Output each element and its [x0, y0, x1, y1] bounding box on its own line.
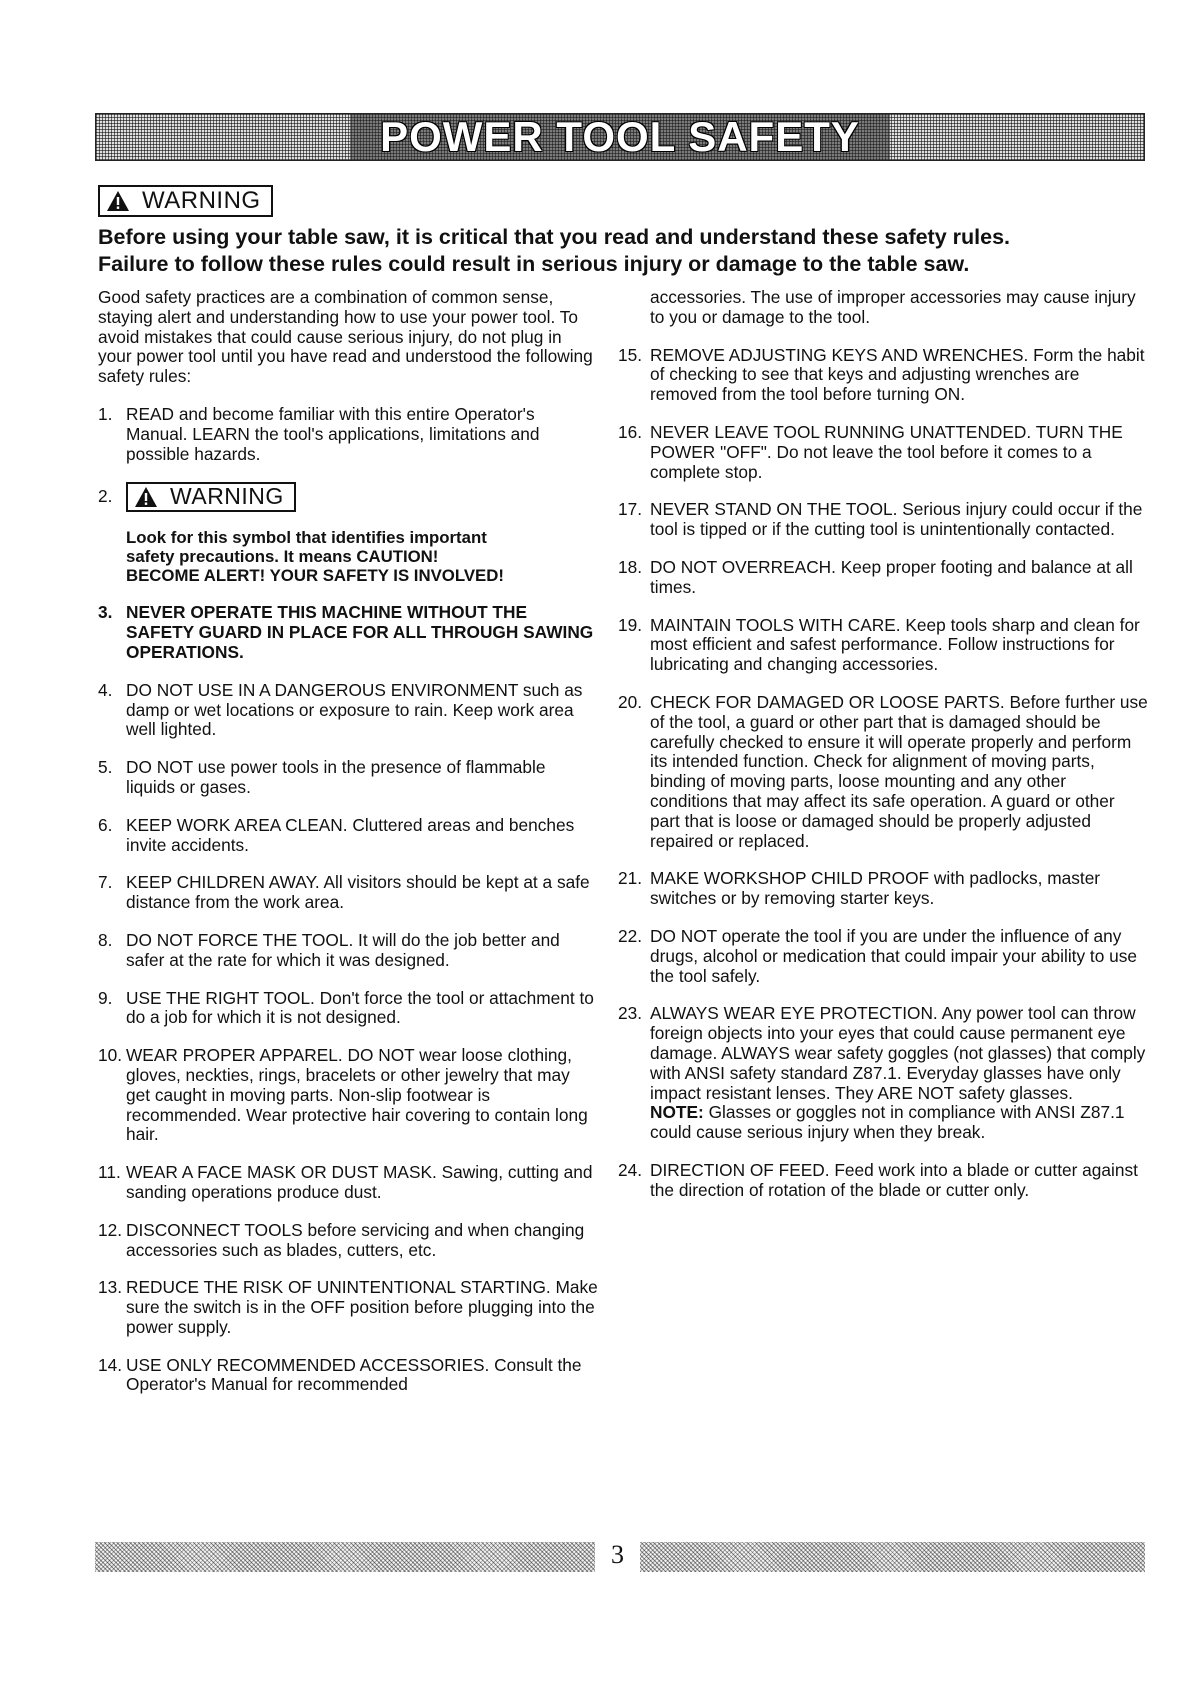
- rule-item: [98, 989, 598, 1029]
- note-label: NOTE:: [650, 1102, 704, 1123]
- rule-number: 17.: [618, 499, 643, 520]
- title-banner: [95, 113, 1145, 161]
- rule-text: WEAR PROPER APPAREL. DO NOT wear loose clothing, gloves, neckties, rings, bracelets or other jewelry that may get caught in moving parts. Non-slip footwear is recommended. Wear protective hair covering to contain long hair.: [126, 1045, 588, 1145]
- rule-text: KEEP CHILDREN AWAY. All visitors should be kept at a safe distance from the work area.: [126, 872, 590, 913]
- rule-number: 6.: [98, 814, 113, 835]
- rule-number: 3.: [98, 602, 113, 623]
- rule-text: DO NOT OVERREACH. Keep proper footing and balance at all times.: [650, 556, 1133, 597]
- rule-text: DO NOT FORCE THE TOOL. It will do the job better and safer at the rate for which it was designed.: [126, 929, 560, 970]
- rule-item: [98, 1046, 598, 1145]
- headline-line-1: Before using your table saw, it is critical that you read and understand these safety rules.: [98, 225, 1011, 249]
- rule-text: NEVER OPERATE THIS MACHINE WITHOUT THE SAFETY GUARD IN PLACE FOR ALL THROUGH SAWING OPERATIONS.: [126, 602, 594, 662]
- rule-item: [618, 558, 1148, 598]
- rule-number: 18.: [618, 556, 643, 577]
- right-column: [618, 288, 1148, 1218]
- rule-item: [618, 500, 1148, 540]
- rule-number: 11.: [98, 1162, 121, 1183]
- rule-number: 20.: [618, 691, 643, 712]
- rule-number: 16.: [618, 421, 643, 442]
- rule-item: [618, 693, 1148, 851]
- rule-text: USE ONLY RECOMMENDED ACCESSORIES. Consult the Operator's Manual for recommended: [126, 1354, 582, 1395]
- rule-text: KEEP WORK AREA CLEAN. Cluttered areas and benches invite accidents.: [126, 814, 575, 855]
- rule-item: [618, 1161, 1148, 1201]
- warning-label-text: WARNING: [170, 483, 284, 510]
- rules-left-list: [98, 603, 598, 1395]
- rule-number: 1.: [98, 403, 113, 424]
- rule-text: DO NOT use power tools in the presence of flammable liquids or gases.: [126, 757, 546, 797]
- rule-text: USE THE RIGHT TOOL. Don't force the tool or attachment to do a job for which it is not designed.: [126, 987, 594, 1028]
- rule-item: [618, 346, 1148, 405]
- page-title: POWER TOOL SAFETY: [350, 113, 890, 161]
- rule-14-continued: accessories. The use of improper accessories may cause injury to you or damage to the tool.: [650, 287, 1136, 327]
- rule-number: 5.: [98, 757, 113, 778]
- rule-item: [618, 869, 1148, 909]
- rule-item: [98, 1163, 598, 1203]
- rule-number: 7.: [98, 872, 113, 893]
- rule-number: 21.: [618, 868, 643, 889]
- rule-number: 24.: [618, 1159, 643, 1180]
- rule-text: MAINTAIN TOOLS WITH CARE. Keep tools sharp and clean for most efficient and safest performance. Follow instructions for lubricating and changing accessories.: [650, 614, 1140, 675]
- rule-item: [98, 405, 598, 464]
- rule-item: [98, 931, 598, 971]
- rule-item: [98, 681, 598, 740]
- rule-number: 2.: [98, 486, 113, 507]
- rule-number: 13.: [98, 1277, 123, 1298]
- rule-number: 10.: [98, 1045, 123, 1066]
- rule-text: DO NOT USE IN A DANGEROUS ENVIRONMENT such as damp or wet locations or exposure to rain. Keep work area well lighted.: [126, 679, 583, 740]
- footer-pattern-right: [640, 1542, 1145, 1572]
- rule-item: [98, 816, 598, 856]
- rule-text: REMOVE ADJUSTING KEYS AND WRENCHES. Form the habit of checking to see that keys and adjusting wrenches are removed from the tool before turning ON.: [650, 344, 1145, 405]
- page-number: 3: [611, 1540, 624, 1569]
- rule-number: 22.: [618, 925, 643, 946]
- rule-text: NEVER LEAVE TOOL RUNNING UNATTENDED. TURN THE POWER "OFF". Do not leave the tool before it comes to a complete stop.: [650, 421, 1123, 482]
- note-text: Glasses or goggles not in compliance with ANSI Z87.1 could cause serious injury when they break.: [650, 1102, 1125, 1143]
- warning-triangle-icon: [134, 486, 158, 508]
- rule-item: [98, 758, 598, 798]
- warning-label-text: WARNING: [142, 187, 261, 214]
- rule-item: [618, 927, 1148, 986]
- rule-text: REDUCE THE RISK OF UNINTENTIONAL STARTING. Make sure the switch is in the OFF position before plugging into the power supply.: [126, 1277, 598, 1337]
- rule-text: NEVER STAND ON THE TOOL. Serious injury could occur if the tool is tipped or if the cutting tool is unintentionally contacted.: [650, 499, 1143, 540]
- rule-item: [98, 1221, 598, 1261]
- headline: [98, 224, 1158, 278]
- rule-text: MAKE WORKSHOP CHILD PROOF with padlocks, master switches or by removing starter keys.: [650, 868, 1101, 909]
- rule-23-body: [650, 1004, 1148, 1143]
- symbol-note-line-2: safety precautions. It means CAUTION!: [126, 547, 439, 567]
- rule-item: [98, 873, 598, 913]
- symbol-note-line-1: Look for this symbol that identifies important: [126, 528, 487, 548]
- rule-item: [98, 1278, 598, 1337]
- footer-pattern-left: [95, 1542, 595, 1572]
- warning-label: [98, 185, 273, 217]
- rule-number: 9.: [98, 987, 113, 1008]
- warning-triangle-icon: [106, 190, 130, 212]
- rule-item: [618, 616, 1148, 675]
- rule-item: [618, 1004, 1148, 1143]
- rule-text: DIRECTION OF FEED. Feed work into a blade or cutter against the direction of rotation of the blade or cutter only.: [650, 1159, 1138, 1200]
- rule-text: ALWAYS WEAR EYE PROTECTION. Any power tool can throw foreign objects into your eyes that could cause permanent eye damage. ALWAYS wear safety goggles (not glasses) that comply with ANSI safety standard Z87.1. Everyday glasses have only impact resistant lenses. They ARE NOT safety glasses.: [650, 1003, 1146, 1103]
- symbol-note-line-3: BECOME ALERT! YOUR SAFETY IS INVOLVED!: [126, 566, 504, 586]
- warning-label-inline: [126, 482, 296, 512]
- rule-number: 14.: [98, 1354, 123, 1375]
- symbol-note: [126, 528, 598, 585]
- rule-2-warning-row: [98, 482, 598, 512]
- rule-number: 12.: [98, 1219, 123, 1240]
- rule-number: 23.: [618, 1003, 643, 1024]
- headline-line-2: Failure to follow these rules could result in serious injury or damage to the table saw.: [98, 252, 970, 276]
- intro-paragraph: Good safety practices are a combination of common sense, staying alert and understanding how to use your power tool. To avoid mistakes that could cause serious injury, do not plug in your power tool until you have read and understood the following safety rules:: [98, 287, 593, 387]
- rule-item: [618, 423, 1148, 482]
- rule-text: READ and become familiar with this entire Operator's Manual. LEARN the tool's applications, limitations and possible hazards.: [126, 403, 540, 464]
- left-column: [98, 288, 598, 1413]
- rule-text: CHECK FOR DAMAGED OR LOOSE PARTS. Before further use of the tool, a guard or other part that is damaged should be carefully checked to ensure it will operate properly and perform its intended function. Check for alignment of moving parts, binding of moving parts, loose mounting and any other conditions that may affect its safe operation. A guard or other part that is loose or damaged should be properly adjusted repaired or replaced.: [650, 691, 1148, 851]
- rule-item: [98, 603, 598, 662]
- rule-number: 15.: [618, 344, 643, 365]
- rule-item: [98, 1356, 598, 1396]
- rule-text: DISCONNECT TOOLS before servicing and when changing accessories such as blades, cutters, etc.: [126, 1219, 585, 1260]
- rule-number: 4.: [98, 679, 113, 700]
- rule-number: 8.: [98, 929, 113, 950]
- rule-text: WEAR A FACE MASK OR DUST MASK. Sawing, cutting and sanding operations produce dust.: [126, 1162, 593, 1202]
- rule-number: 19.: [618, 614, 643, 635]
- rules-right-list: [618, 346, 1148, 987]
- rule-text: DO NOT operate the tool if you are under the influence of any drugs, alcohol or medication that could impair your ability to use the tool safely.: [650, 925, 1138, 986]
